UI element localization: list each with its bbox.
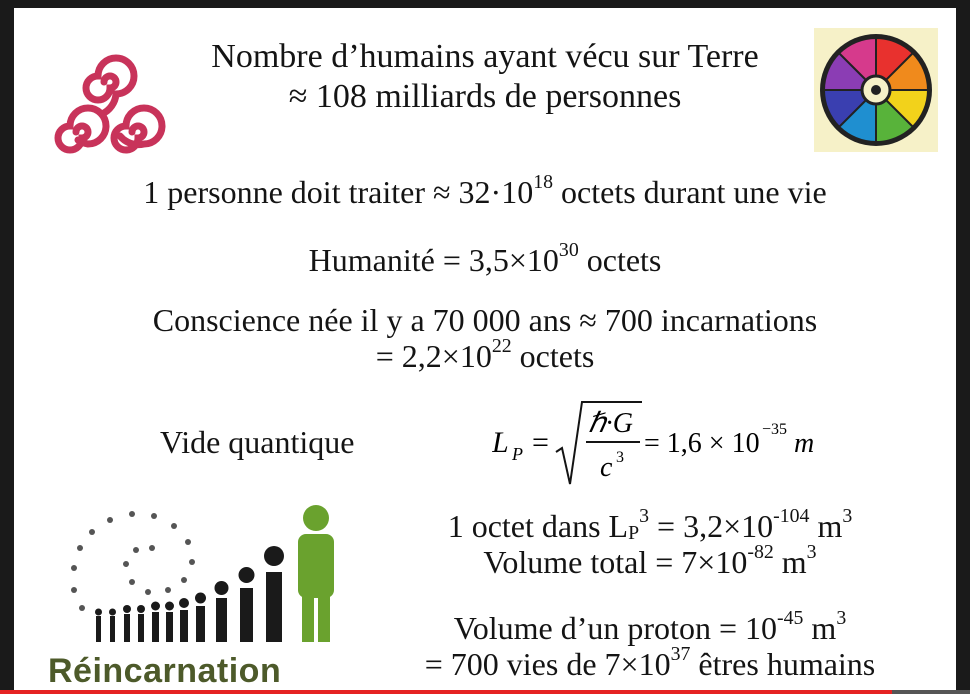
title-line-2: ≈ 108 milliards de personnes: [288, 78, 682, 115]
humanity-bytes-line: Humanité = $3,5\times 10^{30}$ octets: [308, 239, 662, 278]
lives-line: = 700 vies de $7\times 10^{37}$ êtres humains: [424, 643, 876, 682]
planck-length-formula: [492, 394, 852, 494]
formula-equals: =: [532, 426, 549, 459]
title-line-1: Nombre d’humains ayant vécu sur Terre: [211, 38, 759, 75]
conscience-bytes-line: = $2,2\times 10^{22}$ octets: [375, 335, 595, 374]
formula-unit: m: [794, 428, 815, 459]
formula-lhs: L: [492, 426, 509, 459]
formula-den-exp: 3: [616, 449, 624, 466]
formula-rhs: = 1,6 × 10: [644, 428, 760, 459]
vacuum-label: Vide quantique: [160, 424, 355, 460]
formula-rhs-exp: −35: [762, 421, 788, 438]
person-bytes-line: 1 personne doit traiter ≈ $32\cdot 10^{18}$ octets durant une vie: [143, 171, 827, 210]
video-progress-fill: [0, 690, 892, 694]
formula-lhs-sub: P: [512, 444, 523, 464]
slide: [14, 8, 956, 694]
proton-volume-line: Volume d’un proton = $10^{-45}$ $m^3$: [453, 607, 847, 646]
video-progress-bar[interactable]: [0, 690, 970, 694]
total-volume-line: Volume total = $7\times 10^{-82}$ $m^3$: [483, 541, 817, 580]
formula-numerator: ℏ·G: [588, 408, 633, 439]
conscience-line: Conscience née il y a 70 000 ans ≈ 700 incarnations: [152, 302, 818, 338]
reincarnation-label: Réincarnation: [48, 652, 282, 690]
formula-denominator: c: [600, 452, 613, 483]
octet-planck-line: 1 octet dans $LP^3 = 3,2\times 10^{-104}$ $m^3$: [447, 505, 853, 544]
